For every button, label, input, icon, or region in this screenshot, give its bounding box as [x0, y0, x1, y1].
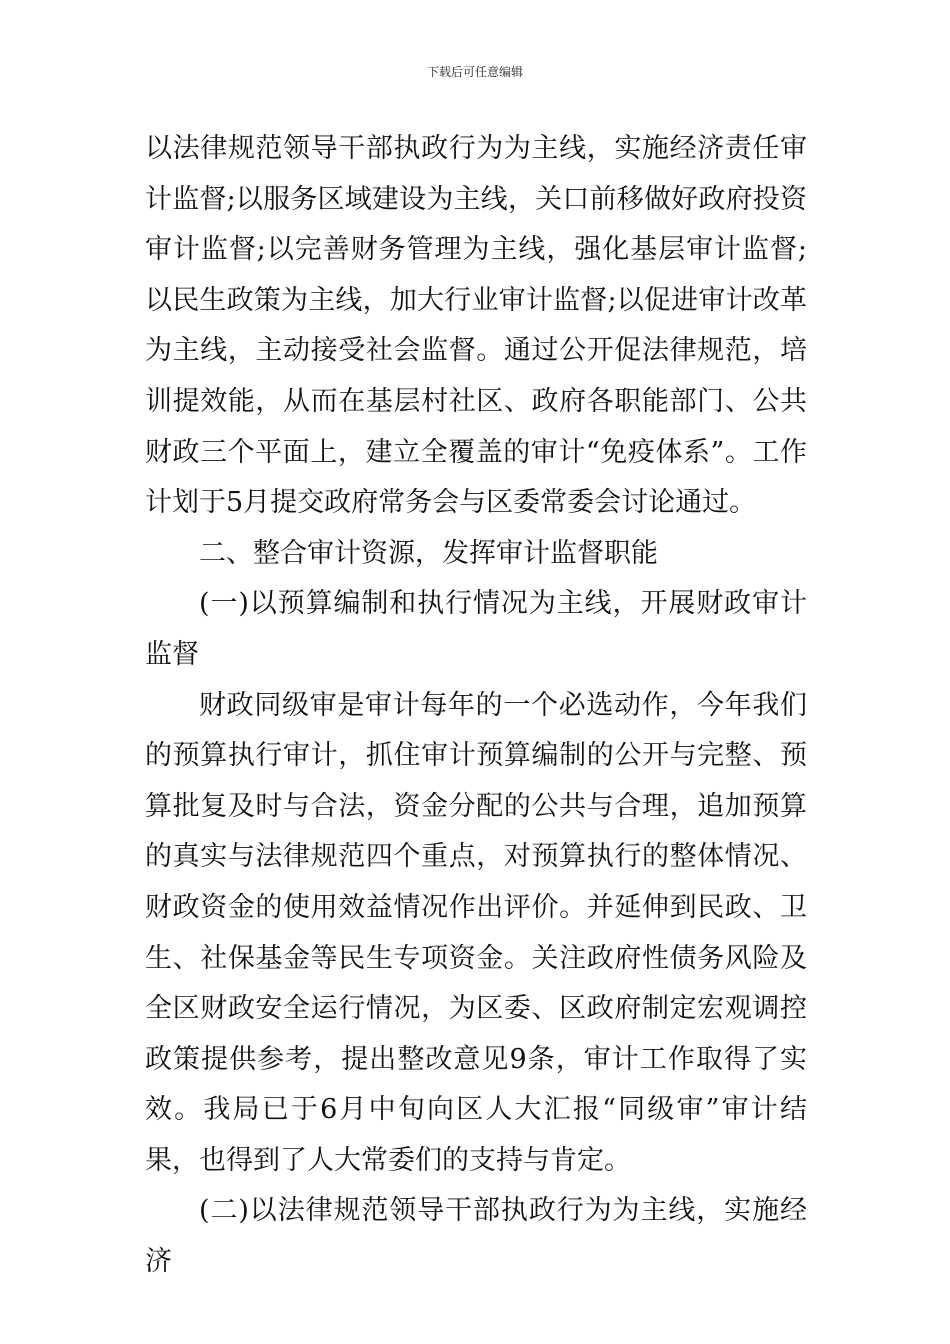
paragraph-budget-audit: 财政同级审是审计每年的一个必选动作，今年我们的预算执行审计，抓住审计预算编制的公开与完整、预算批复及时与合法，资金分配的公共与合理，追加预算的真实与法律规范四个重点，对预算执行的整体情况、财政资金的使用效益情况作出评价。并延伸到民政、卫生、社保基金等民生专项资金。关注政府性债务风险及全区财政安全运行情况，为区委、区政府制定宏观调控政策提供参考，提出整改意见9条，审计工作取得了实效。我局已于6月中旬向区人大汇报“同级审”审计结果，也得到了人大常委们的支持与肯定。 [145, 689, 807, 1176]
subsection-heading-two: (二)以法律规范领导干部执政行为为主线，实施经济 [145, 1195, 807, 1278]
paragraph-continuation: 以法律规范领导干部执政行为为主线，实施经济责任审计监督;以服务区域建设为主线，关口前移做好政府投资审计监督;以完善财务管理为主线，强化基层审计监督;以民生政策为主线，加大行业审计监督;以促进审计改革为主线，主动接受社会监督。通过公开促法律规范，培训提效能，从而在基层村社区、政府各职能部门、公共财政三个平面上，建立全覆盖的审计“免疫体系”。工作计划于5月提交政府常务会与区委常委会讨论通过。 [145, 133, 807, 519]
document-body [145, 124, 807, 1288]
page-header: 下载后可任意编辑 [426, 65, 523, 79]
section-heading-two: 二、整合审计资源，发挥审计监督职能 [199, 537, 658, 569]
subsection-heading-one: (一)以预算编制和执行情况为主线，开展财政审计监督 [145, 588, 807, 670]
